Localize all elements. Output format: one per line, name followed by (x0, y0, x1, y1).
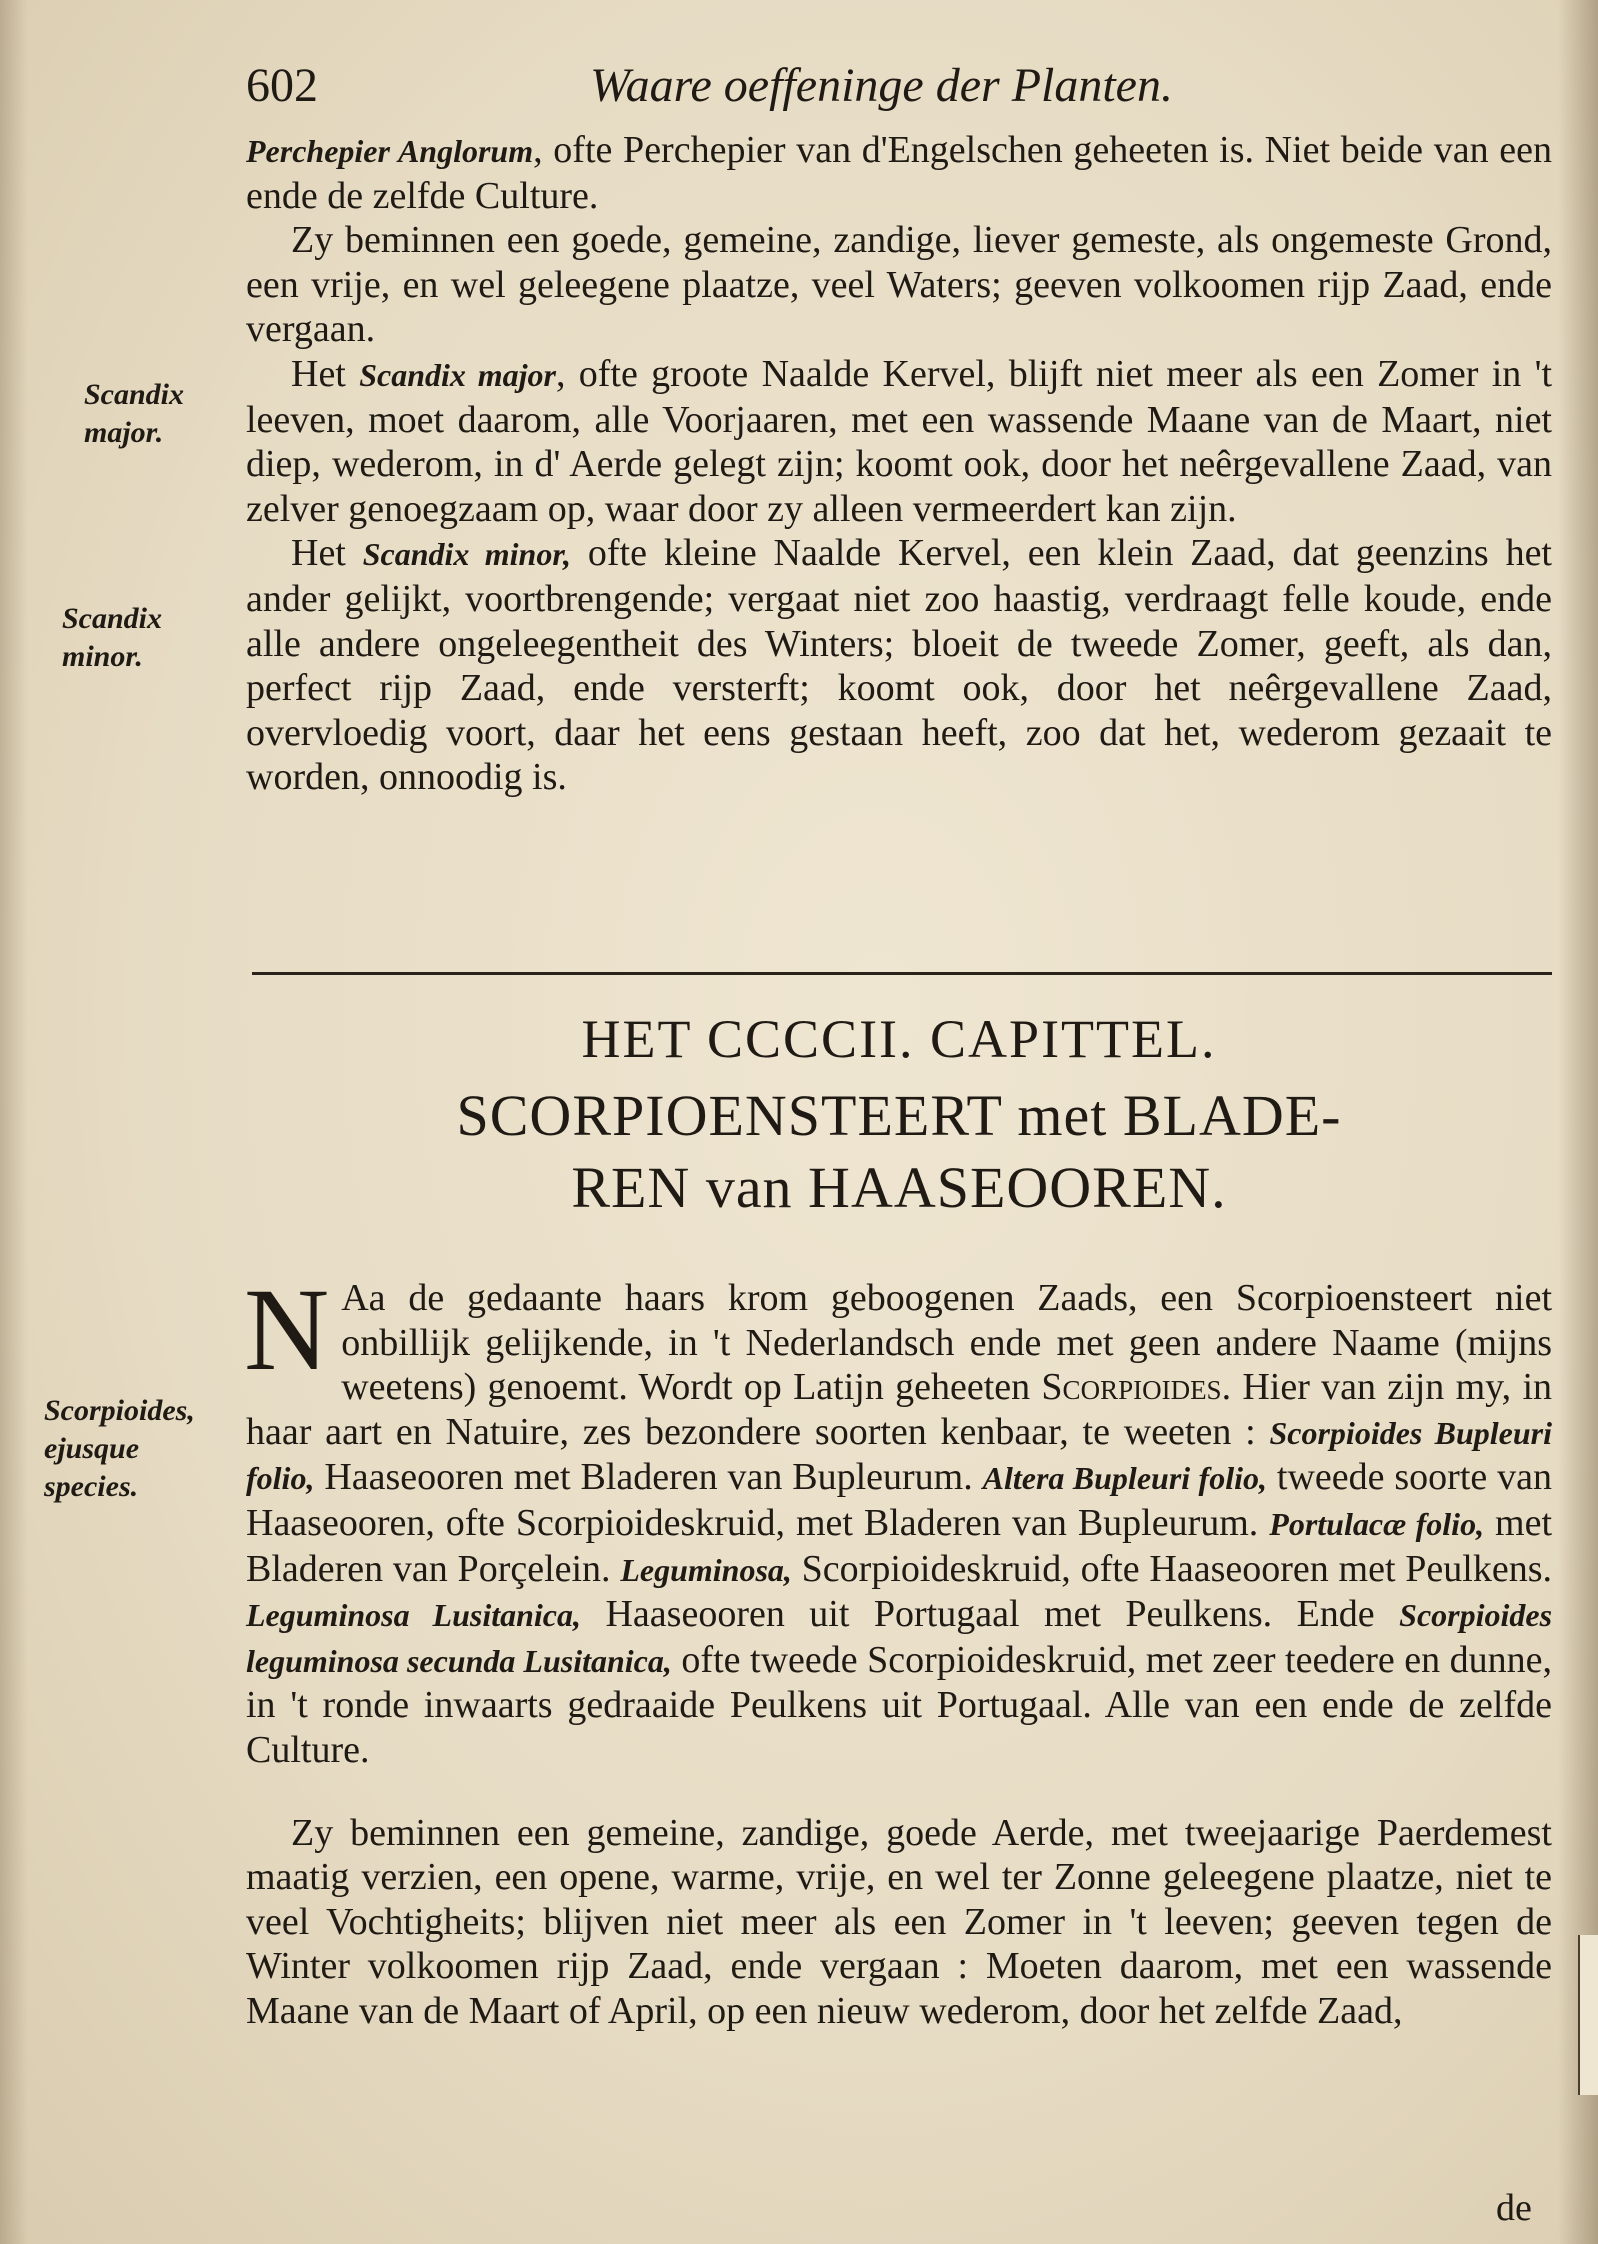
drop-cap: N (244, 1264, 330, 1395)
latin-term: Portulacæ folio, (1269, 1505, 1485, 1542)
page-shadow-right (1558, 0, 1598, 2244)
next-page-edge (1578, 1935, 1598, 2095)
chapter-divider-rule (252, 972, 1552, 975)
text-run: Het (291, 352, 346, 395)
small-caps-term: Scorpioides. (1041, 1366, 1232, 1409)
paragraph (244, 1264, 1553, 1773)
chapter-title-line-2: REN van HAASEOOREN. (571, 1155, 1227, 1220)
page-header (246, 52, 1306, 116)
text-run: ofte kleine Naalde Kervel, een klein Zaad, dat geenzins het ander gelijkt, voortbrengende; vergaat niet zoo haastig, verdraagt felle koude, ende alle andere ongeleegentheit des Winters; bloeit de tweede Zomer, geeft, als dan, perfect rijp Zaad, ende versterft; koomt ook, door het neêrgevallene Zaad, overvloedig voort, daar het eens gestaan heeft, zoo dat het, wederom gezaait te worden, onnoodig is. (246, 532, 1552, 799)
text-run: Scorpioideskruid, ofte Haaseooren met Peulkens. (801, 1547, 1552, 1590)
latin-term: Leguminosa, (620, 1551, 792, 1588)
text-run: Hier van zijn my, in haar aart en Natuire, zes bezondere soorten kenbaar, te weeten : (246, 1366, 1552, 1453)
section-2-text (246, 1238, 1552, 2072)
text-run: ofte tweede Scorpioideskruid, met zeer teedere en dunne, in 't ronde inwaarts gedraaide Peulkens uit Portugaal. Alle van een ende de zelfde Culture. (246, 1638, 1553, 1771)
latin-term: Scandix minor, (362, 536, 572, 573)
text-run: , ofte Perchepier van d'Engelschen geheeten is. Niet beide van een ende de zelfde Culture. (246, 129, 1553, 217)
text-run: Aa de gedaante haars krom geboogenen Zaads, een Scorpioensteert niet onbillijk gelijkende, in 't Nederlandsch ende met geen andere Naame (mijns weetens) genoemt. Wordt op Latijn geheeten (341, 1277, 1552, 1409)
latin-term: Scorpioides Bupleuri folio, (246, 1414, 1553, 1497)
margin-note-scandix-major: Scandix major. (84, 378, 185, 449)
latin-term: Scandix major (359, 356, 556, 393)
chapter-heading: HET CCCCII. CAPITTEL. (581, 1009, 1217, 1069)
text-run: met Bladeren van Porçelein. (246, 1501, 1553, 1590)
text-run: Haaseooren met Bladeren van Bupleurum. (324, 1456, 973, 1499)
latin-term: Altera Bupleuri folio, (982, 1460, 1267, 1497)
margin-note-scandix-minor: Scandix minor. (62, 602, 163, 673)
paragraph (246, 531, 1552, 800)
text-run: Het (291, 532, 346, 575)
page-shadow-left (0, 0, 28, 2244)
text-run: , ofte groote Naalde Kervel, blijft niet meer als een Zomer in 't leeven, moet daarom, alle Voorjaaren, met een wassende Maane van de Maart, niet diep, wederom, in d' Aerde gelegt zijn; koomt ook, door het neêrgevallene Zaad, van zelver genoegzaam op, waar door zy alleen vermeerdert kan zijn. (246, 352, 1552, 530)
text-run: Haaseooren uit Portugaal met Peulkens. Ende (605, 1593, 1375, 1636)
paragraph (246, 352, 1552, 531)
paragraph: Zy beminnen een goede, gemeine, zandige, liever gemeste, als ongemeste Grond, een vrije, en wel geleegene plaatze, veel Waters; geeven volkoomen rijp Zaad, ende vergaan. (246, 219, 1552, 351)
catchword: de (1496, 2187, 1532, 2229)
paragraph: Zy beminnen een gemeine, zandige, goede Aerde, met tweejaarige Paerdemest maatig verzien, een opene, warme, vrije, en wel ter Zonne geleegene plaatze, niet te veel Vochtigheits; blijven niet meer als een Zomer in 't leeven; geeven tegen de Winter volkoomen rijp Zaad, ende vergaan : Moeten daarom, met een wassende Maane van de Maart of April, op een nieuw wederom, door het zelfde Zaad, (246, 1811, 1552, 2032)
running-title: Waare oeffeninge der Planten. (590, 59, 1173, 112)
latin-term: Perchepier Anglorum (246, 133, 534, 169)
latin-term: Scorpioides leguminosa secunda Lusitanica, (246, 1597, 1553, 1679)
section-1-text (246, 128, 1552, 800)
paragraph (246, 128, 1552, 218)
latin-term: Leguminosa Lusitanica, (246, 1597, 582, 1634)
margin-note-scorpioides: Scorpioides, ejusque species. (44, 1394, 195, 1503)
text-run: tweede soorte van Haaseooren, ofte Scorpioideskruid, met Bladeren van Bupleurum. (246, 1456, 1553, 1544)
chapter-title-line-1: SCORPIOENSTEERT met BLADE- (456, 1083, 1342, 1148)
page-number: 602 (246, 59, 318, 112)
